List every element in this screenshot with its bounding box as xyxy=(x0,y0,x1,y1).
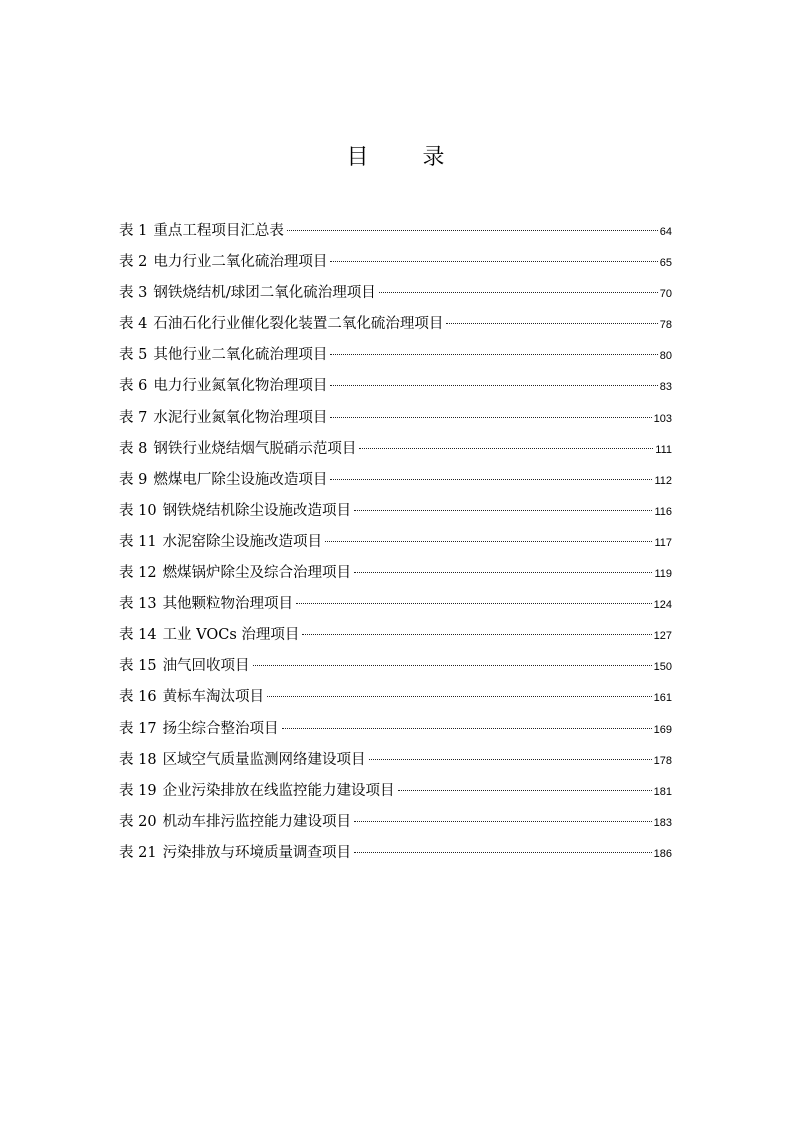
toc-entry-title: 钢铁烧结机/球团二氧化硫治理项目 xyxy=(153,285,376,302)
toc-entry[interactable] xyxy=(119,468,672,499)
toc-entry-label xyxy=(119,374,327,398)
toc-entry-label xyxy=(119,250,327,274)
toc-entry[interactable] xyxy=(119,499,672,530)
toc-entry-number: 表 12 xyxy=(119,565,157,582)
toc-entry-page-number: 161 xyxy=(653,692,672,705)
toc-entry-label xyxy=(119,530,322,554)
toc-entry-number: 表 15 xyxy=(119,658,157,675)
toc-entry[interactable] xyxy=(119,623,672,654)
toc-entry-page-number: 124 xyxy=(653,599,672,612)
toc-entry-label xyxy=(119,468,327,492)
toc-entry-number: 表 10 xyxy=(119,502,157,519)
toc-entry[interactable] xyxy=(119,748,672,779)
toc-entry-page-number: 112 xyxy=(654,474,672,487)
toc-entry-number: 表 19 xyxy=(119,782,157,799)
toc-dot-leader xyxy=(354,852,652,853)
toc-dot-leader xyxy=(379,292,658,293)
toc-entry-title: 燃煤电厂除尘设施改造项目 xyxy=(153,471,328,488)
toc-entry-label xyxy=(119,623,299,647)
toc-dot-leader xyxy=(282,728,652,729)
toc-entry[interactable] xyxy=(119,779,672,810)
toc-entry-title: 机动车排污监控能力建设项目 xyxy=(162,813,352,830)
toc-entry-label xyxy=(119,312,443,336)
toc-entry-page-number: 111 xyxy=(655,443,672,456)
toc-entry-label xyxy=(119,748,366,772)
toc-entry-number: 表 11 xyxy=(119,533,157,550)
toc-entry-page-number: 178 xyxy=(653,754,672,767)
title-char-right: 录 xyxy=(422,145,447,170)
toc-dot-leader xyxy=(359,448,653,449)
toc-entry-page-number: 181 xyxy=(653,785,672,798)
toc-entry-label xyxy=(119,343,327,367)
toc-entry-label xyxy=(119,841,351,865)
toc-entry-page-number: 78 xyxy=(659,319,672,332)
toc-entry[interactable] xyxy=(119,530,672,561)
toc-entry[interactable] xyxy=(119,374,672,405)
toc-entry-title: 钢铁烧结机除尘设施改造项目 xyxy=(162,502,352,519)
toc-entry-number: 表 16 xyxy=(119,689,157,706)
toc-entry-label xyxy=(119,685,264,709)
toc-entry-label xyxy=(119,281,376,305)
table-of-contents xyxy=(119,219,672,872)
toc-entry-title: 企业污染排放在线监控能力建设项目 xyxy=(162,782,395,799)
toc-entry[interactable] xyxy=(119,406,672,437)
toc-entry-number: 表 2 xyxy=(119,254,148,271)
page-title xyxy=(0,140,793,171)
toc-entry-page-number: 70 xyxy=(659,288,672,301)
toc-entry-label xyxy=(119,499,351,523)
toc-entry-title: 水泥行业氮氧化物治理项目 xyxy=(153,409,328,426)
toc-entry-page-number: 117 xyxy=(654,536,672,549)
toc-entry[interactable] xyxy=(119,219,672,250)
toc-entry-number: 表 3 xyxy=(119,285,148,302)
toc-entry-number: 表 17 xyxy=(119,720,157,737)
toc-entry-number: 表 5 xyxy=(119,347,148,364)
toc-entry-number: 表 6 xyxy=(119,378,148,395)
toc-entry-page-number: 103 xyxy=(653,412,672,425)
toc-entry[interactable] xyxy=(119,281,672,312)
toc-dot-leader xyxy=(446,323,657,324)
toc-dot-leader xyxy=(302,634,651,635)
toc-entry-title: 石油石化行业催化裂化装置二氧化硫治理项目 xyxy=(153,316,444,333)
toc-entry-number: 表 8 xyxy=(119,440,148,457)
toc-entry-title: 电力行业氮氧化物治理项目 xyxy=(153,378,328,395)
toc-entry[interactable] xyxy=(119,561,672,592)
title-char-left: 目 xyxy=(346,145,371,170)
toc-dot-leader xyxy=(354,821,652,822)
toc-entry-label xyxy=(119,592,293,616)
toc-dot-leader xyxy=(330,417,651,418)
toc-entry-number: 表 1 xyxy=(119,223,148,239)
toc-entry-page-number: 169 xyxy=(653,723,672,736)
toc-entry-label xyxy=(119,717,279,741)
toc-entry-label xyxy=(119,561,351,585)
toc-entry-title: 重点工程项目汇总表 xyxy=(153,223,284,239)
toc-dot-leader xyxy=(330,385,657,386)
toc-entry-label xyxy=(119,654,250,678)
toc-entry[interactable] xyxy=(119,717,672,748)
toc-dot-leader xyxy=(330,479,652,480)
toc-entry-title: 黄标车淘汰项目 xyxy=(162,689,265,706)
toc-entry-page-number: 80 xyxy=(659,350,672,363)
toc-entry-number: 表 9 xyxy=(119,471,148,488)
toc-dot-leader xyxy=(398,790,652,791)
toc-entry-number: 表 13 xyxy=(119,596,157,613)
toc-entry-title: 区域空气质量监测网络建设项目 xyxy=(162,751,366,768)
toc-entry-page-number: 183 xyxy=(653,816,672,829)
toc-dot-leader xyxy=(325,541,652,542)
toc-entry-label xyxy=(119,219,284,243)
toc-entry-label xyxy=(119,406,327,430)
toc-entry-title: 钢铁行业烧结烟气脱硝示范项目 xyxy=(153,440,357,457)
toc-entry-page-number: 119 xyxy=(654,568,672,581)
toc-entry-page-number: 116 xyxy=(654,505,672,518)
toc-entry-number: 表 21 xyxy=(119,844,157,861)
toc-dot-leader xyxy=(253,665,652,666)
toc-entry[interactable] xyxy=(119,685,672,716)
toc-entry[interactable] xyxy=(119,312,672,343)
toc-entry-page-number: 127 xyxy=(653,630,672,643)
toc-entry-title: 其他颗粒物治理项目 xyxy=(162,596,294,613)
toc-entry-page-number: 83 xyxy=(659,381,672,394)
toc-entry-title: 水泥窑除尘设施改造项目 xyxy=(162,533,323,550)
toc-dot-leader xyxy=(267,696,652,697)
toc-entry[interactable] xyxy=(119,592,672,623)
toc-entry-number: 表 7 xyxy=(119,409,148,426)
toc-entry-title: 燃煤锅炉除尘及综合治理项目 xyxy=(162,565,352,582)
toc-entry-page-number: 150 xyxy=(653,661,672,674)
toc-entry-number: 表 20 xyxy=(119,813,157,830)
toc-entry-number: 表 14 xyxy=(119,627,157,644)
toc-entry-page-number: 64 xyxy=(659,226,672,238)
toc-entry-page-number: 186 xyxy=(653,847,672,860)
toc-entry-label xyxy=(119,779,395,803)
toc-dot-leader xyxy=(330,354,657,355)
toc-entry-title: 污染排放与环境质量调查项目 xyxy=(162,844,352,861)
toc-entry-title: 油气回收项目 xyxy=(162,658,250,675)
toc-dot-leader xyxy=(287,230,658,231)
toc-dot-leader xyxy=(296,603,652,604)
toc-dot-leader xyxy=(354,572,652,573)
toc-entry-title: 电力行业二氧化硫治理项目 xyxy=(153,254,328,271)
toc-entry[interactable] xyxy=(119,343,672,374)
toc-entry-number: 表 4 xyxy=(119,316,148,333)
toc-entry[interactable] xyxy=(119,654,672,685)
toc-entry-number: 表 18 xyxy=(119,751,157,768)
toc-entry-title: 其他行业二氧化硫治理项目 xyxy=(153,347,328,364)
toc-entry-label xyxy=(119,437,356,461)
toc-entry-title: 工业 VOCs 治理项目 xyxy=(162,627,300,644)
toc-entry[interactable] xyxy=(119,250,672,281)
toc-entry-page-number: 65 xyxy=(659,257,672,270)
toc-dot-leader xyxy=(369,759,652,760)
toc-dot-leader xyxy=(330,261,657,262)
toc-entry[interactable] xyxy=(119,841,672,872)
toc-entry[interactable] xyxy=(119,810,672,841)
toc-entry-title: 扬尘综合整治项目 xyxy=(162,720,279,737)
toc-entry-label xyxy=(119,810,351,834)
toc-dot-leader xyxy=(354,510,652,511)
toc-entry[interactable] xyxy=(119,437,672,468)
